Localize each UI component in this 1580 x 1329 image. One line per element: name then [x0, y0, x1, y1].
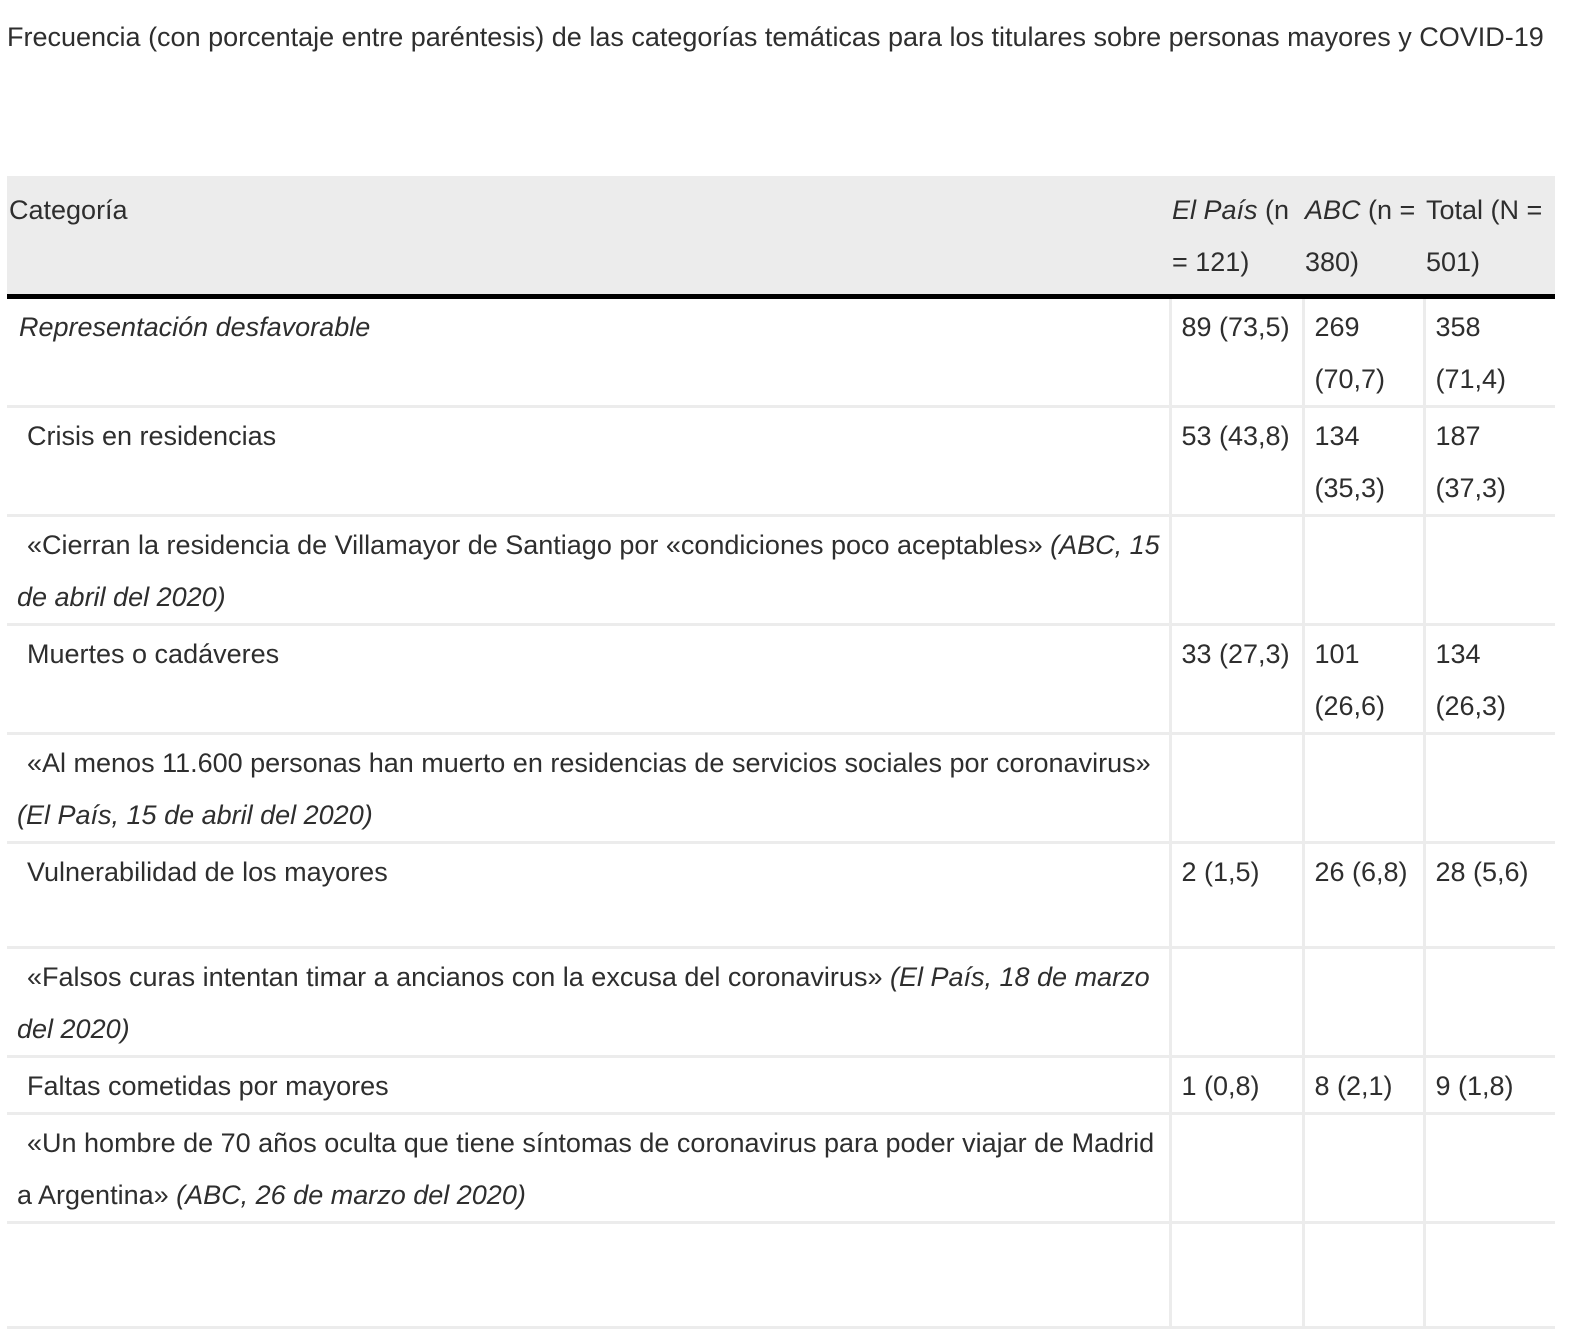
quote-cell: [7, 1114, 1170, 1223]
quote-cell: [7, 516, 1170, 625]
cell-abc: 8 (2,1): [1303, 1057, 1424, 1114]
quote-text: «Al menos 11.600 personas han muerto en residencias de servicios sociales por coronavirus»: [27, 748, 1151, 778]
cell-abc: 134 (35,3): [1303, 407, 1424, 516]
row-label: Faltas cometidas por mayores: [7, 1057, 1170, 1114]
cell-el-pais: 89 (73,5): [1170, 297, 1303, 407]
empty-cell: [1170, 1114, 1303, 1223]
empty-cell: [1170, 734, 1303, 843]
row-label: Representación desfavorable: [7, 297, 1170, 407]
table-row: [7, 625, 1555, 734]
row-label: Crisis en residencias: [7, 407, 1170, 516]
cell-el-pais: 1 (0,8): [1170, 1057, 1303, 1114]
empty-cell: [1303, 1223, 1424, 1328]
table-row: [7, 297, 1555, 407]
header-el-pais-name: El País: [1172, 195, 1258, 225]
header-el-pais: [1170, 176, 1303, 297]
header-abc-n: (n = 380): [1305, 195, 1416, 277]
empty-cell: [1424, 1223, 1555, 1328]
header-total: Total (N = 501): [1424, 176, 1555, 297]
empty-cell: [1170, 516, 1303, 625]
quote-text: «Cierran la residencia de Villamayor de Santiago por «condiciones poco aceptables»: [27, 530, 1051, 560]
empty-cell: [1303, 516, 1424, 625]
cell-total: 9 (1,8): [1424, 1057, 1555, 1114]
table-row: [7, 843, 1555, 948]
cell-total: 187 (37,3): [1424, 407, 1555, 516]
cell-el-pais: 2 (1,5): [1170, 843, 1303, 948]
quote-source: (ABC, 26 de marzo del 2020): [176, 1180, 526, 1210]
header-el-pais-n: (n = 121): [1172, 195, 1290, 277]
cell-total: 28 (5,6): [1424, 843, 1555, 948]
quote-text: «Falsos curas intentan timar a ancianos con la excusa del coronavirus»: [27, 962, 890, 992]
table-row: [7, 1057, 1555, 1114]
row-label: Vulnerabilidad de los mayores: [7, 843, 1170, 948]
empty-cell: [1303, 734, 1424, 843]
empty-cell: [1424, 948, 1555, 1057]
row-label: Muertes o cadáveres: [7, 625, 1170, 734]
quote-text: «Un hombre de 70 años oculta que tiene síntomas de coronavirus para poder viajar de Madrid a Argentina»: [17, 1128, 1155, 1210]
quote-cell: [7, 948, 1170, 1057]
cell-el-pais: 53 (43,8): [1170, 407, 1303, 516]
empty-cell: [1424, 734, 1555, 843]
header-abc: [1303, 176, 1424, 297]
table-caption: Frecuencia (con porcentaje entre paréntesis) de las categorías temáticas para los titulares sobre personas mayores y COVID-19: [7, 22, 1544, 52]
header-categoria: Categoría: [7, 176, 1170, 297]
cell-el-pais: 33 (27,3): [1170, 625, 1303, 734]
empty-cell: [1424, 1114, 1555, 1223]
empty-cell: [1170, 948, 1303, 1057]
cell-abc: 26 (6,8): [1303, 843, 1424, 948]
quote-source: (ABC, 15 de abril del 2020): [17, 530, 1160, 612]
frequency-table: [7, 176, 1555, 1329]
table-header-row: [7, 176, 1555, 297]
table-row: [7, 407, 1555, 516]
cell-abc: 101 (26,6): [1303, 625, 1424, 734]
cell-total: 134 (26,3): [1424, 625, 1555, 734]
quote-cell: [7, 734, 1170, 843]
empty-cell: [1303, 948, 1424, 1057]
table-row-quote: [7, 734, 1555, 843]
empty-cell: [1424, 516, 1555, 625]
header-abc-name: ABC: [1305, 195, 1361, 225]
quote-source: (El País, 18 de marzo del 2020): [17, 962, 1150, 1044]
table-row-quote: [7, 1114, 1555, 1223]
cell-total: 358 (71,4): [1424, 297, 1555, 407]
quote-source: (El País, 15 de abril del 2020): [17, 800, 373, 830]
table-row-quote: [7, 948, 1555, 1057]
empty-cell: [1170, 1223, 1303, 1328]
empty-cell: [1303, 1114, 1424, 1223]
table-row: [7, 1223, 1555, 1328]
empty-cell: [7, 1223, 1170, 1328]
table-row-quote: [7, 516, 1555, 625]
cell-abc: 269 (70,7): [1303, 297, 1424, 407]
